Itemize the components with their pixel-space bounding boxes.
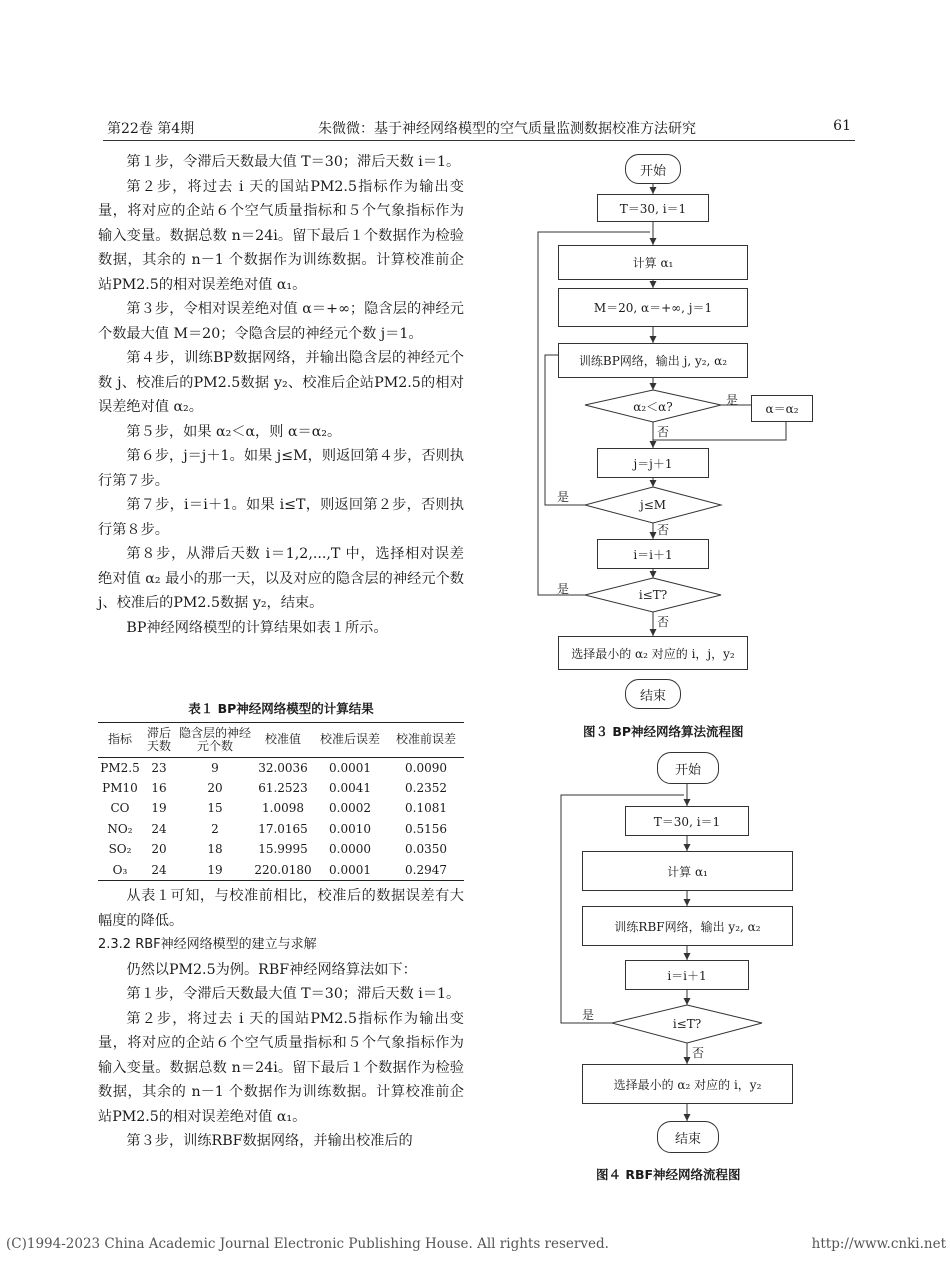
table-cell: 0.0002	[329, 801, 371, 816]
table-row	[98, 798, 464, 818]
table-cell: PM2.5	[100, 760, 140, 775]
no-label: 否	[657, 425, 670, 439]
table-cell: 18	[207, 842, 223, 857]
journal-volume: 第22卷 第4期	[107, 121, 195, 137]
condition-alpha2-lt-alpha: α₂＜α?	[633, 399, 673, 414]
table-cell: 20	[151, 842, 167, 857]
table-cell: 24	[151, 821, 167, 836]
paragraph: 仍然以PM2.5为例。RBF神经网络算法如下：	[126, 961, 417, 978]
table-caption: 表１ BP神经网络模型的计算结果	[188, 701, 374, 716]
table-cell: 23	[151, 760, 167, 775]
copyright-footer	[6, 1236, 946, 1252]
table-row	[98, 757, 464, 778]
table-cell: 0.0001	[329, 760, 371, 775]
page-number: 61	[833, 118, 851, 134]
table-cell: 0.0041	[329, 781, 371, 796]
paragraph: 第１步，令滞后天数最大值 T＝30；滞后天数 i＝1。	[126, 986, 461, 1002]
section-heading: 2.3.2 RBF神经网络模型的建立与求解	[98, 937, 317, 952]
table-cell: 0.1081	[405, 801, 447, 816]
figure-3-bp-flowchart	[530, 150, 860, 670]
table-row	[98, 839, 464, 859]
paragraph: 第１步，令滞后天数最大值 T＝30；滞后天数 i＝1。	[126, 154, 461, 170]
table-cell: 0.2947	[388, 859, 464, 880]
table-cell: CO	[110, 801, 130, 816]
table-cell: 15.9995	[258, 842, 308, 857]
start-node: 开始	[657, 752, 719, 784]
paragraph: 第７步，i＝i＋1。如果 i≤T，则返回第２步，否则执行第８步。	[98, 497, 464, 538]
table-cell: 0.0000	[329, 842, 371, 857]
assign-alpha-box: α＝α₂	[751, 395, 813, 422]
table-cell: 19	[176, 859, 254, 880]
left-column-text	[98, 150, 464, 640]
table-cell: 24	[142, 859, 176, 880]
paragraph: 从表１可知，与校准前相比，校准后的数据误差有大幅度的降低。	[98, 888, 464, 929]
table-cell: PM10	[102, 781, 138, 796]
column-header: 滞后天数	[142, 722, 176, 757]
yes-label: 是	[557, 490, 570, 504]
yes-label: 是	[726, 393, 739, 407]
increment-j-box: j＝j＋1	[597, 448, 709, 478]
table-cell: 2	[211, 821, 219, 836]
increment-i-box: i＝i＋1	[625, 960, 749, 990]
left-column-text-continued	[98, 884, 464, 1154]
paragraph: 第５步，如果 α₂＜α，则 α＝α₂。	[126, 423, 342, 440]
table-row	[98, 778, 464, 798]
cnki-url[interactable]: http://www.cnki.net	[811, 1236, 946, 1252]
train-bp-box: 训练BP网络，输出 j, y₂, α₂	[558, 343, 748, 378]
condition-j-le-M: j≤M	[639, 498, 667, 512]
table-1	[98, 697, 464, 881]
select-min-box: 选择最小的 α₂ 对应的 i，y₂	[582, 1064, 793, 1104]
running-header	[103, 118, 855, 140]
paragraph: 第２步，将过去 i 天的国站PM2.5指标作为输出变量，将对应的企站６个空气质量指标和５个气象指标作为输入变量。数据总数 n＝24i。留下最后１个数据作为检验数据，其余的 n－1 个数据作为训练数据。计算校准前企站PM2.5的相对误差绝对值 α₁。	[98, 1010, 464, 1125]
article-title: 朱微微：基于神经网络模型的空气质量监测数据校准方法研究	[318, 121, 696, 137]
table-cell: 0.0001	[312, 859, 388, 880]
paragraph: 第８步，从滞后天数 i＝1,2,...,T 中，选择相对误差绝对值 α₂ 最小的那一天，以及对应的隐含层的神经元个数 j、校准后的PM2.5数据 y₂，结束。	[98, 546, 464, 611]
table-row	[98, 859, 464, 880]
results-table	[98, 722, 464, 881]
calc-alpha1-box: 计算 α₁	[582, 851, 793, 891]
table-cell: 0.0090	[405, 760, 447, 775]
table-cell: 1.0098	[262, 801, 304, 816]
table-cell: 0.0010	[329, 821, 371, 836]
figure-4-rbf-flowchart	[555, 748, 845, 1158]
table-cell: 0.2352	[405, 781, 447, 796]
column-header: 指标	[98, 722, 142, 757]
table-cell: NO₂	[107, 821, 133, 836]
column-header: 校准前误差	[388, 722, 464, 757]
start-node: 开始	[625, 154, 681, 184]
figure-4-caption: 图４ RBF神经网络流程图	[596, 1167, 741, 1182]
table-row	[98, 819, 464, 839]
condition-i-le-T: i≤T?	[638, 588, 668, 602]
table-cell: 20	[207, 781, 223, 796]
end-node: 结束	[625, 679, 681, 709]
init-box: T＝30, i＝1	[625, 806, 749, 836]
paragraph: BP神经网络模型的计算结果如表１所示。	[126, 619, 388, 636]
end-node: 结束	[657, 1121, 719, 1153]
header-rule	[103, 140, 855, 141]
column-header: 校准后误差	[312, 722, 388, 757]
column-header: 校准值	[254, 722, 312, 757]
paragraph: 第２步，将过去 i 天的国站PM2.5指标作为输出变量，将对应的企站６个空气质量指标和５个气象指标作为输入变量。数据总数 n＝24i。留下最后１个数据作为检验数据，其余的 n－1 个数据作为训练数据。计算校准前企站PM2.5的相对误差绝对值 α₁。	[98, 178, 464, 293]
table-cell: 220.0180	[254, 859, 312, 880]
copyright-text: (C)1994-2023 China Academic Journal Electronic Publishing House. All rights reserved.	[6, 1236, 609, 1252]
table-cell: 19	[151, 801, 167, 816]
table-cell: 15	[207, 801, 223, 816]
table-cell: 0.0350	[405, 842, 447, 857]
yes-label: 是	[557, 582, 570, 596]
no-label: 否	[657, 523, 670, 537]
table-cell: SO₂	[108, 842, 132, 857]
paragraph: 第４步，训练BP数据网络，并输出隐含层的神经元个数 j、校准后的PM2.5数据 y₂、校准后企站PM2.5的相对误差绝对值 α₂。	[98, 350, 464, 415]
column-header: 隐含层的神经元个数	[176, 722, 254, 757]
no-label: 否	[692, 1046, 705, 1060]
paragraph: 第３步，训练RBF数据网络，并输出校准后的	[126, 1133, 413, 1149]
table-cell: 32.0036	[258, 760, 308, 775]
table-cell: 9	[211, 760, 219, 775]
increment-i-box: i＝i＋1	[597, 539, 709, 569]
calc-alpha1-box: 计算 α₁	[558, 245, 748, 280]
figure-3-caption: 图３ BP神经网络算法流程图	[583, 724, 744, 739]
table-cell: 16	[151, 781, 167, 796]
table-cell: O₃	[98, 859, 142, 880]
paragraph: 第３步，令相对误差绝对值 α＝+∞；隐含层的神经元个数最大值 M＝20；令隐含层的神经元个数 j＝1。	[98, 301, 464, 342]
init-box: T＝30, i＝1	[597, 194, 709, 222]
paragraph: 第６步，j＝j＋1。如果 j≤M，则返回第４步，否则执行第７步。	[98, 448, 464, 489]
table-cell: 17.0165	[258, 821, 308, 836]
condition-i-le-T: i≤T?	[672, 1017, 702, 1031]
set-params-box: M＝20, α＝+∞, j＝1	[558, 288, 748, 327]
no-label: 否	[657, 615, 670, 629]
select-min-box: 选择最小的 α₂ 对应的 i，j，y₂	[558, 636, 748, 670]
table-cell: 61.2523	[258, 781, 308, 796]
yes-label: 是	[582, 1008, 595, 1022]
train-rbf-box: 训练RBF网络，输出 y₂, α₂	[582, 906, 793, 946]
table-cell: 0.5156	[405, 821, 447, 836]
